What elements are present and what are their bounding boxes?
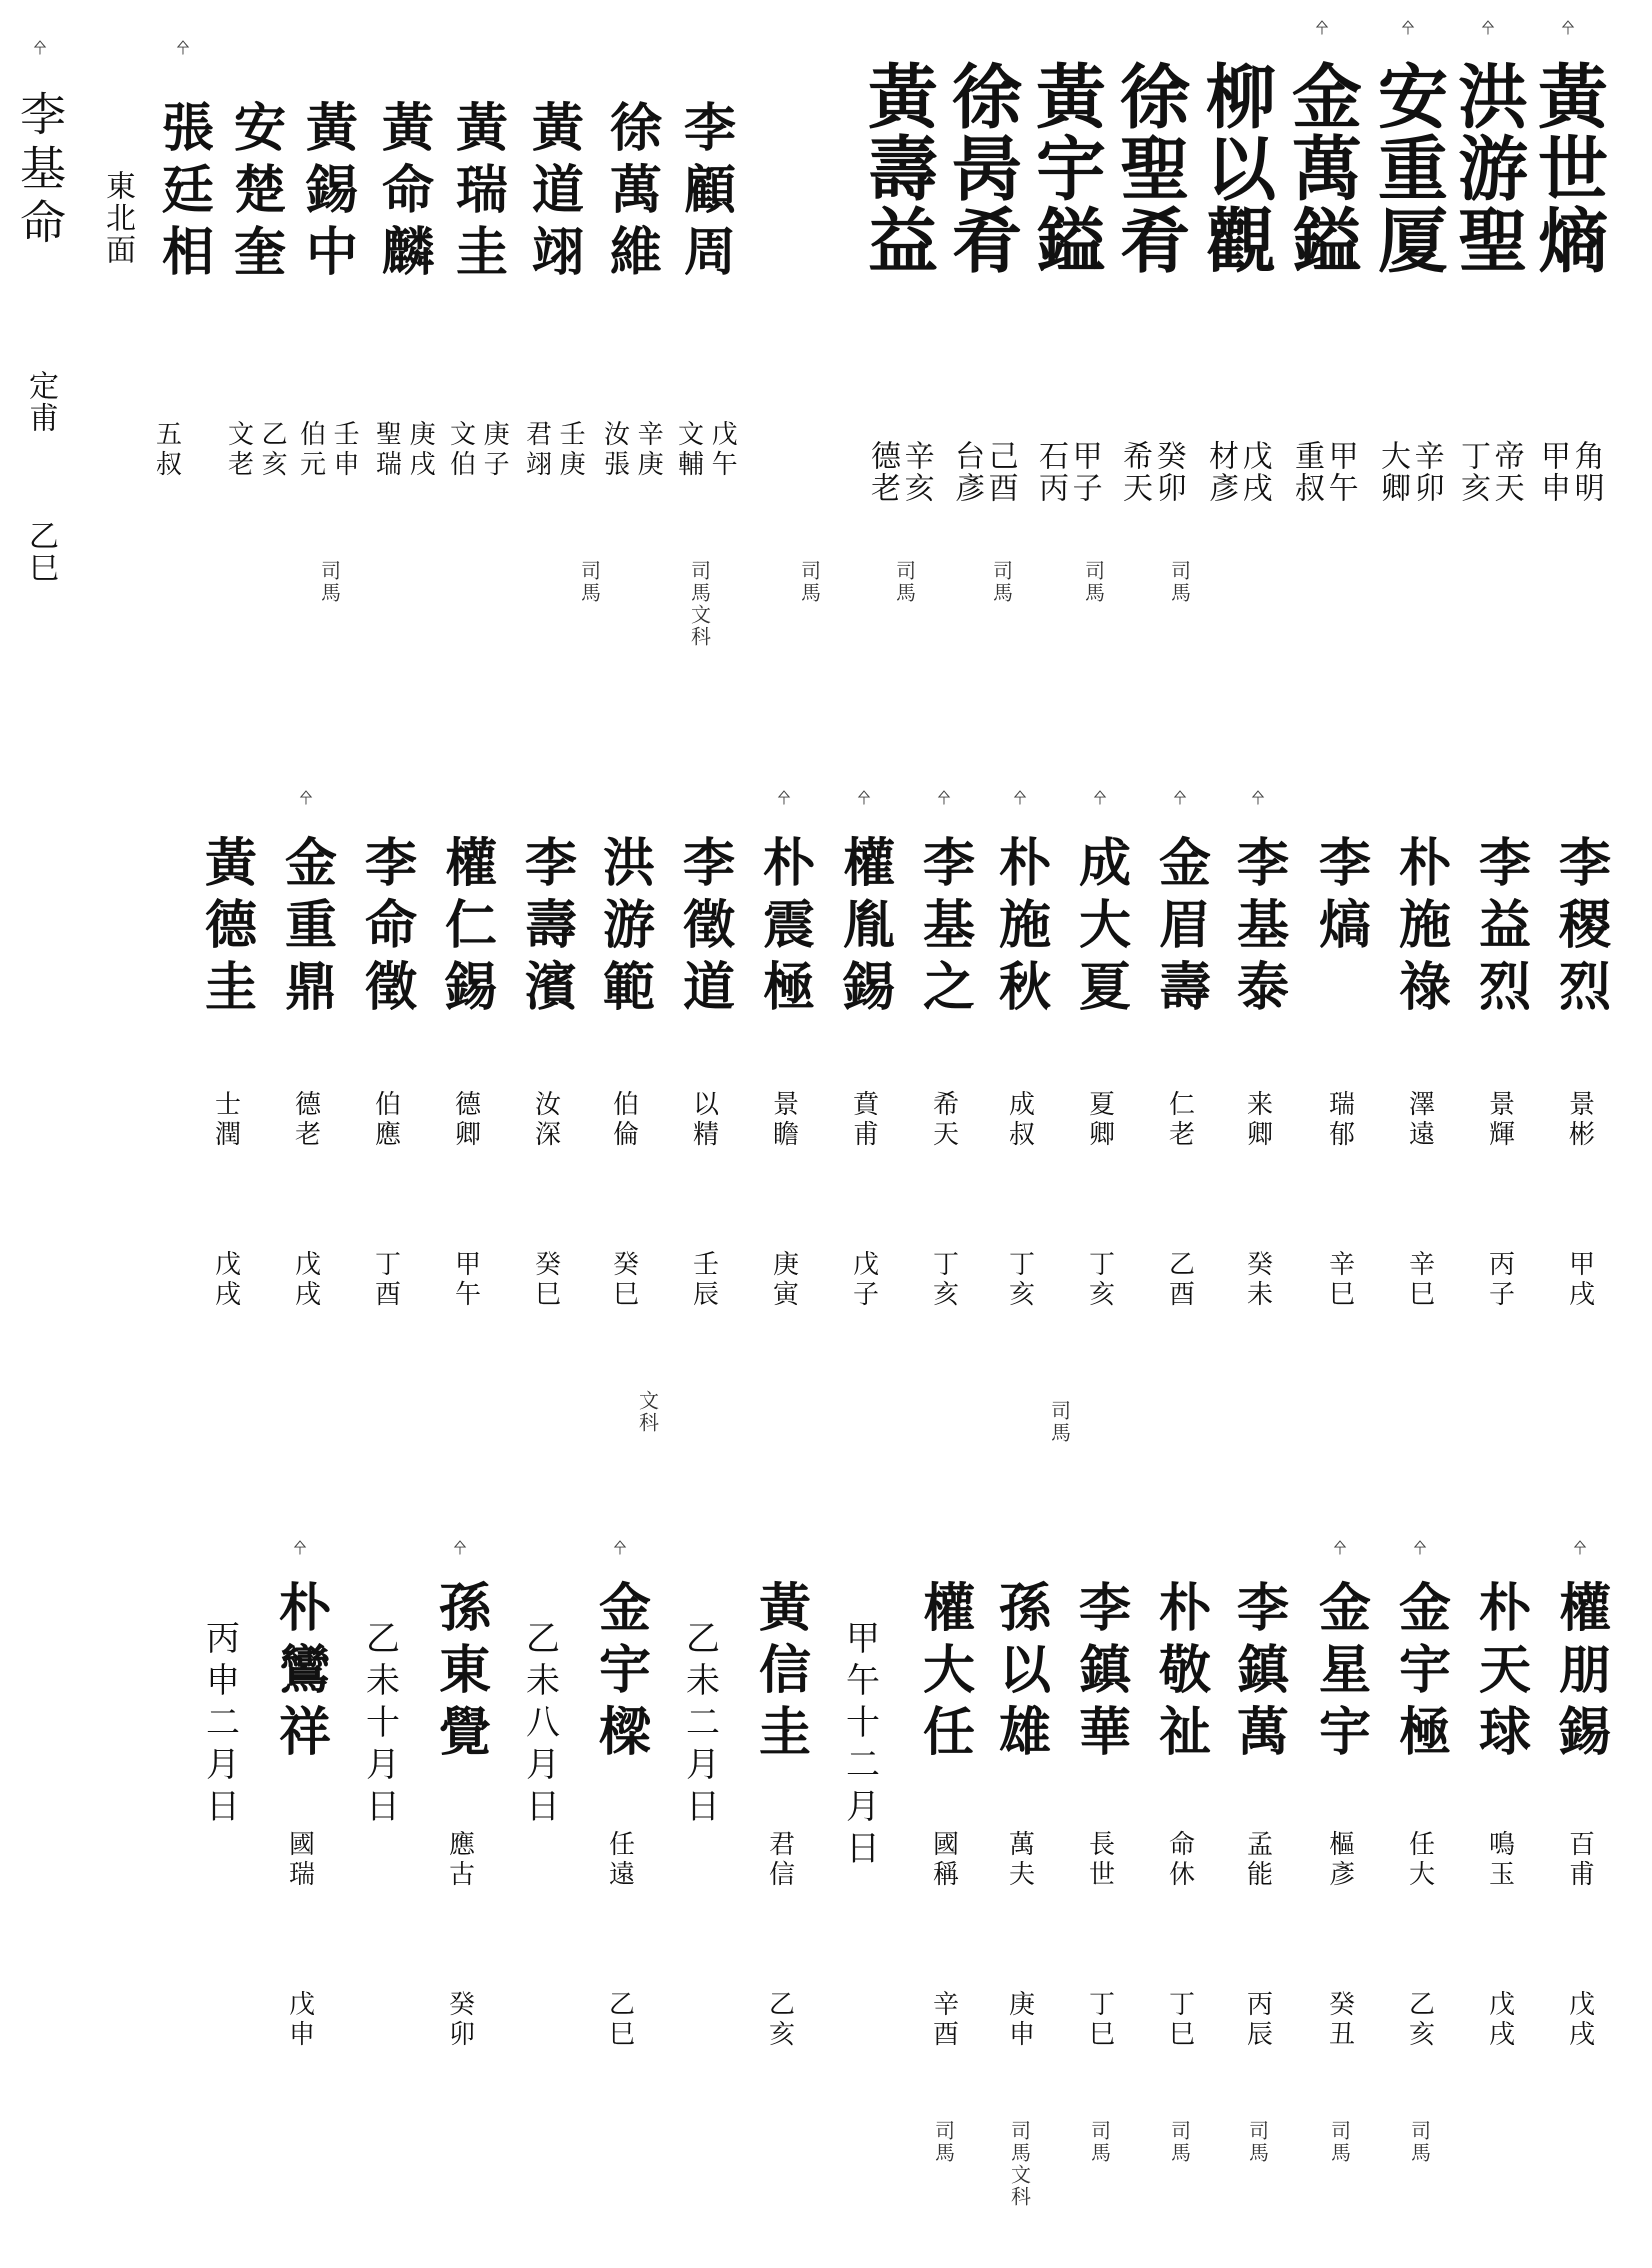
person-name: 權朋錫 xyxy=(1549,1580,1611,1766)
register-entry xyxy=(186,790,266,1310)
register-entry xyxy=(744,790,824,1310)
ganzhi-year: 癸卯 xyxy=(1150,440,1186,504)
ganzhi-year: 丁亥 xyxy=(1084,1250,1115,1310)
person-name: 李命徵 xyxy=(355,835,417,1021)
courtesy-name: 文伯 xyxy=(445,420,476,480)
person-name: 黃信圭 xyxy=(749,1580,811,1766)
ganzhi-year: 乙亥 xyxy=(1404,1990,1435,2050)
note-text: 司馬 xyxy=(1407,2120,1432,2164)
courtesy-name: 德卿 xyxy=(450,1090,481,1150)
name-mark: 㐃 xyxy=(450,1540,469,1555)
ganzhi-year: 丁酉 xyxy=(370,1250,401,1310)
register-entry xyxy=(1460,1540,1540,2050)
ganzhi-year: 角明 xyxy=(1568,440,1604,504)
name-mark: 㐃 xyxy=(296,790,315,805)
person-name: 李益烈 xyxy=(1469,835,1531,1021)
top-entry xyxy=(1024,20,1108,504)
ganzhi-year: 癸巳 xyxy=(608,1250,639,1310)
person-name: 黃錫中 xyxy=(296,100,358,286)
register-entry xyxy=(1460,790,1540,1310)
note-sima xyxy=(1140,560,1220,604)
person-name: 權仁錫 xyxy=(435,835,497,1021)
courtesy-name: 孟能 xyxy=(1242,1830,1273,1890)
ganzhi-year: 壬辰 xyxy=(688,1250,719,1310)
person-name: 李鎮萬 xyxy=(1227,1580,1289,1766)
courtesy-name: 夏卿 xyxy=(1084,1090,1115,1150)
note-text: 司馬 xyxy=(1047,1400,1072,1444)
note-text: 司馬 xyxy=(1167,560,1192,604)
top-entry xyxy=(1280,20,1364,504)
register-entry xyxy=(904,790,984,1310)
person-name: 黃瑞圭 xyxy=(446,100,508,286)
ganzhi-year: 丁巳 xyxy=(1164,1990,1195,2050)
person-name: 金萬鎰 xyxy=(1280,60,1364,276)
top-entry xyxy=(1108,20,1192,504)
courtesy-name: 士潤 xyxy=(210,1090,241,1150)
note-sima xyxy=(550,560,630,604)
person-name: 黃德圭 xyxy=(195,835,257,1021)
ganzhi-year: 庚寅 xyxy=(768,1250,799,1310)
person-name: 朴敬祉 xyxy=(1149,1580,1211,1766)
ganzhi-year: 戊申 xyxy=(284,1990,315,2050)
ganzhi-year: 丁巳 xyxy=(1084,1990,1115,2050)
ganzhi-year: 乙巳 xyxy=(23,520,58,584)
note-text: 司馬 xyxy=(1087,2120,1112,2164)
courtesy-name: 百甫 xyxy=(1564,1830,1595,1890)
person-name: 朴震極 xyxy=(753,835,815,1021)
note-sima xyxy=(660,560,740,648)
courtesy-name: 丁亥 xyxy=(1455,440,1490,504)
person-name: 朴鸞祥 xyxy=(269,1580,331,1766)
name-mark: 㐃 xyxy=(934,790,953,805)
courtesy-name: 以精 xyxy=(688,1090,719,1150)
person-name: 徐萬維 xyxy=(600,100,662,286)
note-sima xyxy=(865,560,945,604)
name-mark: 㐃 xyxy=(290,1540,309,1555)
person-name: 朴施秋 xyxy=(989,835,1051,1021)
courtesy-name: 國稱 xyxy=(928,1830,959,1890)
date-text: 甲午十二月日 xyxy=(839,1620,880,1872)
register-entry xyxy=(740,1540,820,2050)
register-entry xyxy=(1140,790,1220,1310)
name-mark: 㐃 xyxy=(1570,1540,1589,1555)
date-line xyxy=(340,1600,420,1830)
top-entry xyxy=(1194,20,1278,504)
person-name: 成大夏 xyxy=(1069,835,1131,1021)
courtesy-name: 伯應 xyxy=(370,1090,401,1150)
register-entry xyxy=(1218,1540,1298,2164)
person-name: 金重鼎 xyxy=(275,835,337,1021)
date-text: 丙申二月日 xyxy=(199,1620,240,1830)
register-entry xyxy=(346,790,426,1310)
courtesy-name: 任遠 xyxy=(604,1830,635,1890)
person-name: 黃道翊 xyxy=(522,100,584,286)
note-sima xyxy=(290,560,370,604)
person-name: 東北面 xyxy=(100,170,135,266)
top-last-entry xyxy=(0,40,80,584)
note-text: 司馬 xyxy=(1167,2120,1192,2164)
name-mark: 㐃 xyxy=(1478,20,1497,35)
ganzhi-year: 壬庚 xyxy=(555,420,586,480)
person-name: 權胤錫 xyxy=(833,835,895,1021)
ganzhi-year: 癸卯 xyxy=(444,1990,475,2050)
ganzhi-year: 丙子 xyxy=(1484,1250,1515,1310)
top-entry xyxy=(1366,20,1450,504)
person-name: 朴天球 xyxy=(1469,1580,1531,1766)
courtesy-name: 伯元 xyxy=(295,420,326,480)
person-name: 朴施祿 xyxy=(1389,835,1451,1021)
ganzhi-year: 壬申 xyxy=(329,420,360,480)
ganzhi-year: 己酉 xyxy=(982,440,1018,504)
person-name: 柳以觀 xyxy=(1194,60,1278,276)
person-name: 金星宇 xyxy=(1309,1580,1371,1766)
register-entry xyxy=(1540,1540,1620,2050)
name-mark: 㐃 xyxy=(774,790,793,805)
name-mark: 㐃 xyxy=(1398,20,1417,35)
courtesy-name: 石丙 xyxy=(1033,440,1068,504)
ganzhi-year: 戊午 xyxy=(707,420,738,480)
ganzhi-year: 辛巳 xyxy=(1324,1250,1355,1310)
note-wenke xyxy=(608,1390,688,1434)
date-text: 乙未十月日 xyxy=(359,1620,400,1830)
register-entry xyxy=(1380,790,1460,1310)
person-name: 安楚奎 xyxy=(224,100,286,286)
ganzhi-year: 乙酉 xyxy=(1164,1250,1195,1310)
register-entry xyxy=(980,1540,1060,2208)
person-name: 孫東覺 xyxy=(429,1580,491,1766)
top-entry-small xyxy=(591,40,671,480)
ganzhi-year: 辛庚 xyxy=(633,420,664,480)
ganzhi-year: 癸巳 xyxy=(530,1250,561,1310)
courtesy-name: 君信 xyxy=(764,1830,795,1890)
courtesy-name: 台彥 xyxy=(949,440,984,504)
ganzhi-year: 乙巳 xyxy=(604,1990,635,2050)
courtesy-name: 澤遠 xyxy=(1404,1090,1435,1150)
person-name: 金宇極 xyxy=(1389,1580,1451,1766)
register-entry xyxy=(904,1540,984,2164)
top-entry xyxy=(856,20,940,504)
person-name: 洪游範 xyxy=(593,835,655,1021)
note-text: 司馬 xyxy=(989,560,1014,604)
person-name: 李徵道 xyxy=(673,835,735,1021)
note-sima xyxy=(770,560,850,604)
person-name: 徐昺肴 xyxy=(940,60,1024,276)
register-entry xyxy=(420,1540,500,2050)
top-entry-small xyxy=(215,40,295,480)
register-entry xyxy=(1300,790,1380,1310)
date-text: 乙未二月日 xyxy=(679,1620,720,1830)
name-mark: 㐃 xyxy=(30,40,49,55)
person-name: 李壽濱 xyxy=(515,835,577,1021)
courtesy-name: 来卿 xyxy=(1242,1090,1273,1150)
courtesy-name: 聖瑞 xyxy=(371,420,402,480)
name-mark: 㐃 xyxy=(173,40,192,55)
courtesy-name: 景彬 xyxy=(1564,1090,1595,1150)
register-entry xyxy=(580,1540,660,2050)
person-name: 洪游聖 xyxy=(1446,60,1530,276)
person-name: 黃壽益 xyxy=(856,60,940,276)
courtesy-name: 汝張 xyxy=(599,420,630,480)
name-mark: 㐃 xyxy=(1010,790,1029,805)
register-entry xyxy=(1300,1540,1380,2164)
note-text: 司馬 xyxy=(1327,2120,1352,2164)
top-entry-small xyxy=(287,40,367,480)
courtesy-name: 文輔 xyxy=(673,420,704,480)
person-name: 李基泰 xyxy=(1227,835,1289,1021)
courtesy-name: 任大 xyxy=(1404,1830,1435,1890)
register-entry xyxy=(664,790,744,1310)
person-name: 李顧周 xyxy=(674,100,736,286)
ganzhi-year: 戊戌 xyxy=(1236,440,1272,504)
date-line xyxy=(500,1600,580,1830)
ganzhi-year: 甲午 xyxy=(450,1250,481,1310)
register-entry xyxy=(506,790,586,1310)
name-mark: 㐃 xyxy=(1558,20,1577,35)
ganzhi-year: 庚戌 xyxy=(405,420,436,480)
ganzhi-year: 戊子 xyxy=(848,1250,879,1310)
courtesy-name: 命休 xyxy=(1164,1830,1195,1890)
ganzhi-year: 戊戌 xyxy=(210,1250,241,1310)
note-text: 司馬 xyxy=(931,2120,956,2164)
courtesy-name: 仁老 xyxy=(1164,1090,1195,1150)
register-entry xyxy=(1140,1540,1220,2164)
person-name: 李稷烈 xyxy=(1549,835,1611,1021)
name-mark: 㐃 xyxy=(1170,790,1189,805)
courtesy-name: 德老 xyxy=(865,440,900,504)
register-entry xyxy=(1060,1540,1140,2164)
courtesy-name: 伯倫 xyxy=(608,1090,639,1150)
courtesy-name: 鳴玉 xyxy=(1484,1830,1515,1890)
note-text: 司馬文科 xyxy=(687,560,712,648)
name-mark: 㐃 xyxy=(1410,1540,1429,1555)
courtesy-name: 景瞻 xyxy=(768,1090,799,1150)
date-line xyxy=(180,1600,260,1830)
courtesy-name: 大卿 xyxy=(1375,440,1410,504)
ganzhi-year: 戊戌 xyxy=(1484,1990,1515,2050)
name-mark: 㐃 xyxy=(1248,790,1267,805)
courtesy-name: 五叔 xyxy=(151,420,182,480)
courtesy-name: 希天 xyxy=(1117,440,1152,504)
courtesy-name: 樞彥 xyxy=(1324,1830,1355,1890)
ganzhi-year: 辛酉 xyxy=(928,1990,959,2050)
courtesy-name: 君翊 xyxy=(521,420,552,480)
person-name: 張廷相 xyxy=(152,100,214,286)
register-entry xyxy=(824,790,904,1310)
ganzhi-year: 庚申 xyxy=(1004,1990,1035,2050)
register-entry xyxy=(266,790,346,1310)
person-name: 李鎮華 xyxy=(1069,1580,1131,1766)
register-entry xyxy=(980,790,1060,1310)
ganzhi-year: 甲戌 xyxy=(1564,1250,1595,1310)
register-entry xyxy=(1060,790,1140,1310)
note-text: 司馬 xyxy=(1245,2120,1270,2164)
note-sima xyxy=(1020,1400,1100,1444)
courtesy-name: 希天 xyxy=(928,1090,959,1150)
register-entry xyxy=(426,790,506,1310)
ganzhi-year: 乙亥 xyxy=(257,420,288,480)
courtesy-name: 德老 xyxy=(290,1090,321,1150)
person-name: 黃命麟 xyxy=(372,100,434,286)
courtesy-name: 萬夫 xyxy=(1004,1830,1035,1890)
ganzhi-year: 丁亥 xyxy=(1004,1250,1035,1310)
register-entry xyxy=(260,1540,340,2050)
note-text: 司馬 xyxy=(892,560,917,604)
courtesy-name: 甲申 xyxy=(1535,440,1570,504)
ganzhi-year: 辛巳 xyxy=(1404,1250,1435,1310)
ganzhi-year: 丁亥 xyxy=(928,1250,959,1310)
ganzhi-year: 辛卯 xyxy=(1408,440,1444,504)
courtesy-name: 長世 xyxy=(1084,1830,1115,1890)
courtesy-name: 定甫 xyxy=(23,370,58,434)
person-name: 金宇樑 xyxy=(589,1580,651,1766)
courtesy-name: 國瑞 xyxy=(284,1830,315,1890)
top-entry-small xyxy=(363,40,443,480)
note-text: 司馬 xyxy=(797,560,822,604)
ganzhi-year: 戊戌 xyxy=(290,1250,321,1310)
ganzhi-year: 戊戌 xyxy=(1564,1990,1595,2050)
person-name: 李基之 xyxy=(913,835,975,1021)
top-entry xyxy=(940,20,1024,504)
register-entry xyxy=(1380,1540,1460,2164)
person-name: 徐聖肴 xyxy=(1108,60,1192,276)
ganzhi-year: 癸丑 xyxy=(1324,1990,1355,2050)
person-name: 孫以雄 xyxy=(989,1580,1051,1766)
ganzhi-year: 癸未 xyxy=(1242,1250,1273,1310)
note-text: 文科 xyxy=(635,1390,660,1434)
person-name: 金眉壽 xyxy=(1149,835,1211,1021)
ganzhi-year: 甲午 xyxy=(1322,440,1358,504)
date-line xyxy=(820,1600,900,1872)
ganzhi-year: 庚子 xyxy=(479,420,510,480)
top-entry-small xyxy=(437,40,517,480)
courtesy-name: 文老 xyxy=(223,420,254,480)
courtesy-name: 景輝 xyxy=(1484,1090,1515,1150)
courtesy-name: 材彥 xyxy=(1203,440,1238,504)
person-name: 權大任 xyxy=(913,1580,975,1766)
register-entry xyxy=(584,790,664,1310)
courtesy-name: 應古 xyxy=(444,1830,475,1890)
ganzhi-year: 丙辰 xyxy=(1242,1990,1273,2050)
name-mark: 㐃 xyxy=(1330,1540,1349,1555)
top-entry xyxy=(1446,20,1530,504)
date-text: 乙未八月日 xyxy=(519,1620,560,1830)
courtesy-name: 瑞郁 xyxy=(1324,1090,1355,1150)
person-name: 李熇 xyxy=(1309,835,1371,959)
ganzhi-year: 辛亥 xyxy=(898,440,934,504)
name-mark: 㐃 xyxy=(610,1540,629,1555)
note-sima xyxy=(962,560,1042,604)
person-name: 安重厦 xyxy=(1366,60,1450,276)
person-name: 李基命 xyxy=(13,90,67,252)
note-text: 司馬文科 xyxy=(1007,2120,1032,2208)
name-mark: 㐃 xyxy=(1090,790,1109,805)
note-text: 司馬 xyxy=(1081,560,1106,604)
ganzhi-year: 帝天 xyxy=(1488,440,1524,504)
person-name: 黃宇鎰 xyxy=(1024,60,1108,276)
courtesy-name: 賁甫 xyxy=(848,1090,879,1150)
person-name: 黃世熵 xyxy=(1526,60,1610,276)
date-line xyxy=(660,1600,740,1830)
top-entry-small xyxy=(665,40,745,480)
register-entry xyxy=(1218,790,1298,1310)
top-entry-small xyxy=(513,40,593,480)
name-mark: 㐃 xyxy=(1312,20,1331,35)
courtesy-name: 成叔 xyxy=(1004,1090,1035,1150)
ganzhi-year: 乙亥 xyxy=(764,1990,795,2050)
courtesy-name: 重叔 xyxy=(1289,440,1324,504)
ganzhi-year: 甲子 xyxy=(1066,440,1102,504)
note-text: 司馬 xyxy=(577,560,602,604)
courtesy-name: 汝深 xyxy=(530,1090,561,1150)
register-entry xyxy=(1540,790,1620,1310)
top-entry xyxy=(1526,20,1610,504)
top-entry-small xyxy=(77,40,157,266)
name-mark: 㐃 xyxy=(854,790,873,805)
note-text: 司馬 xyxy=(317,560,342,604)
note-sima xyxy=(1054,560,1134,604)
